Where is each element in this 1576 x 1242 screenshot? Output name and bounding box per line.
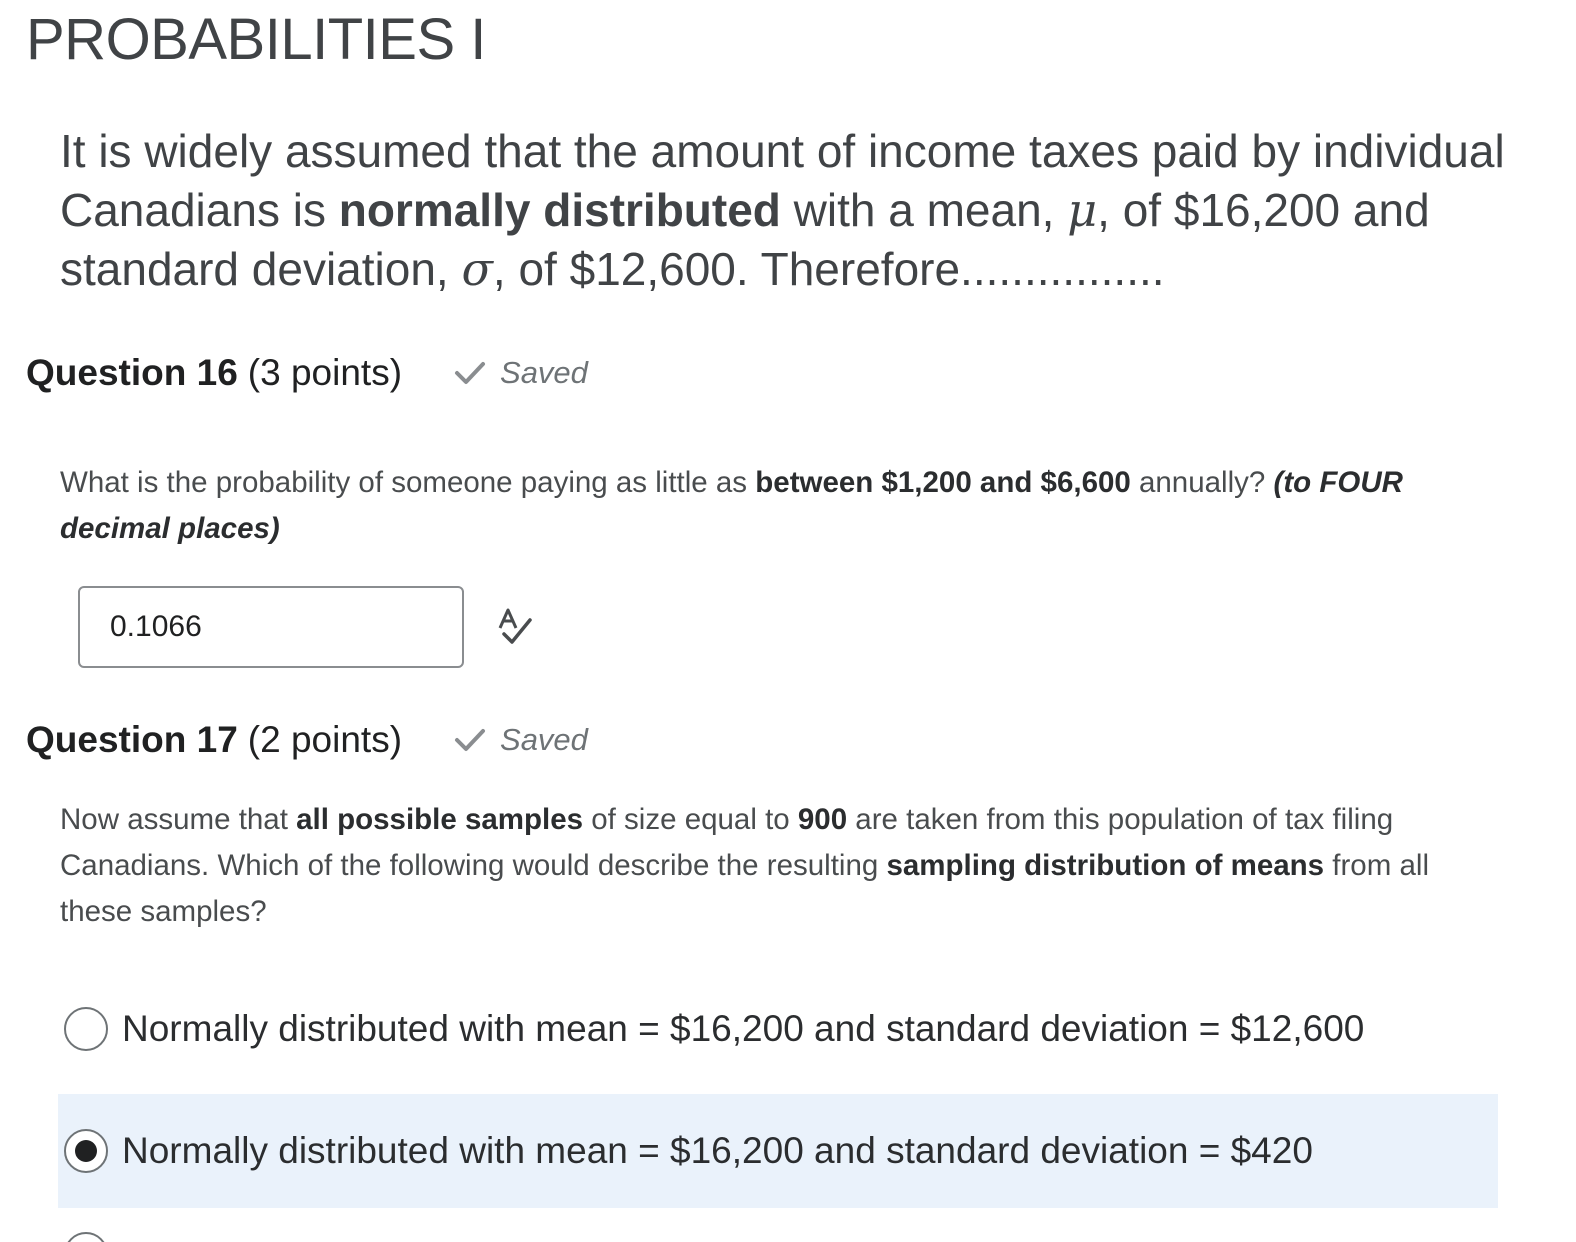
question-points: (2 points) bbox=[247, 719, 403, 760]
q17-text-bold-1: all possible samples bbox=[296, 803, 584, 836]
radio-button[interactable] bbox=[64, 1232, 108, 1242]
saved-label: Saved bbox=[500, 355, 588, 390]
answer-field[interactable] bbox=[78, 586, 464, 668]
question-17-text bbox=[60, 797, 1460, 935]
answer-option-2[interactable] bbox=[58, 1094, 1498, 1208]
intro-text-3: , of $16,200 and standard deviation, bbox=[60, 184, 1430, 295]
q17-text-bold-2: 900 bbox=[797, 803, 848, 836]
option-label: Normally distributed with mean = $16,200 and standard deviation = $420 bbox=[122, 1130, 1313, 1171]
mu-symbol: μ bbox=[1067, 183, 1098, 237]
saved-status bbox=[454, 355, 588, 391]
question-title: Question 16 bbox=[26, 352, 238, 393]
radio-button[interactable] bbox=[64, 1007, 108, 1051]
question-16-header bbox=[26, 352, 588, 394]
question-16-text bbox=[60, 460, 1480, 552]
intro-text-1: It is widely assumed that the amount of income taxes paid by individual Canadians is bbox=[60, 125, 1505, 236]
q17-text-4: from all these samples? bbox=[60, 849, 1430, 928]
q16-text-2: annually? bbox=[1130, 466, 1274, 499]
question-points: (3 points) bbox=[247, 352, 403, 393]
q17-text-2: of size equal to bbox=[583, 803, 798, 836]
radio-button-selected[interactable] bbox=[64, 1129, 108, 1173]
question-17-header bbox=[26, 719, 588, 761]
intro-text-2: with a mean, bbox=[780, 184, 1068, 236]
answer-option-1[interactable] bbox=[58, 972, 1498, 1086]
page-title: PROBABILITIES I bbox=[26, 7, 486, 72]
saved-label: Saved bbox=[500, 722, 588, 757]
question-title: Question 17 bbox=[26, 719, 238, 760]
intro-paragraph bbox=[60, 122, 1540, 299]
q17-text-1: Now assume that bbox=[60, 803, 297, 836]
check-icon bbox=[454, 727, 486, 753]
q16-text-bold: between $1,200 and $6,600 bbox=[755, 466, 1131, 499]
q16-text-italic: (to FOUR decimal places) bbox=[60, 466, 1403, 545]
q16-text-1: What is the probability of someone paying as little as bbox=[60, 466, 756, 499]
option-label: Normally distributed with mean = $16,200 and standard deviation = $12,600 bbox=[122, 1008, 1365, 1049]
q17-text-bold-3: sampling distribution of means bbox=[886, 849, 1325, 882]
sigma-symbol: σ bbox=[461, 242, 493, 296]
intro-bold: normally distributed bbox=[338, 184, 781, 236]
q17-text-3: are taken from this population of tax filing Canadians. Which of the following would describe the resulting bbox=[60, 803, 1394, 882]
saved-status bbox=[454, 722, 588, 758]
intro-text-4: , of $12,600. Therefore................ bbox=[492, 243, 1165, 295]
spellcheck-icon[interactable] bbox=[494, 606, 534, 648]
check-icon bbox=[454, 360, 486, 386]
